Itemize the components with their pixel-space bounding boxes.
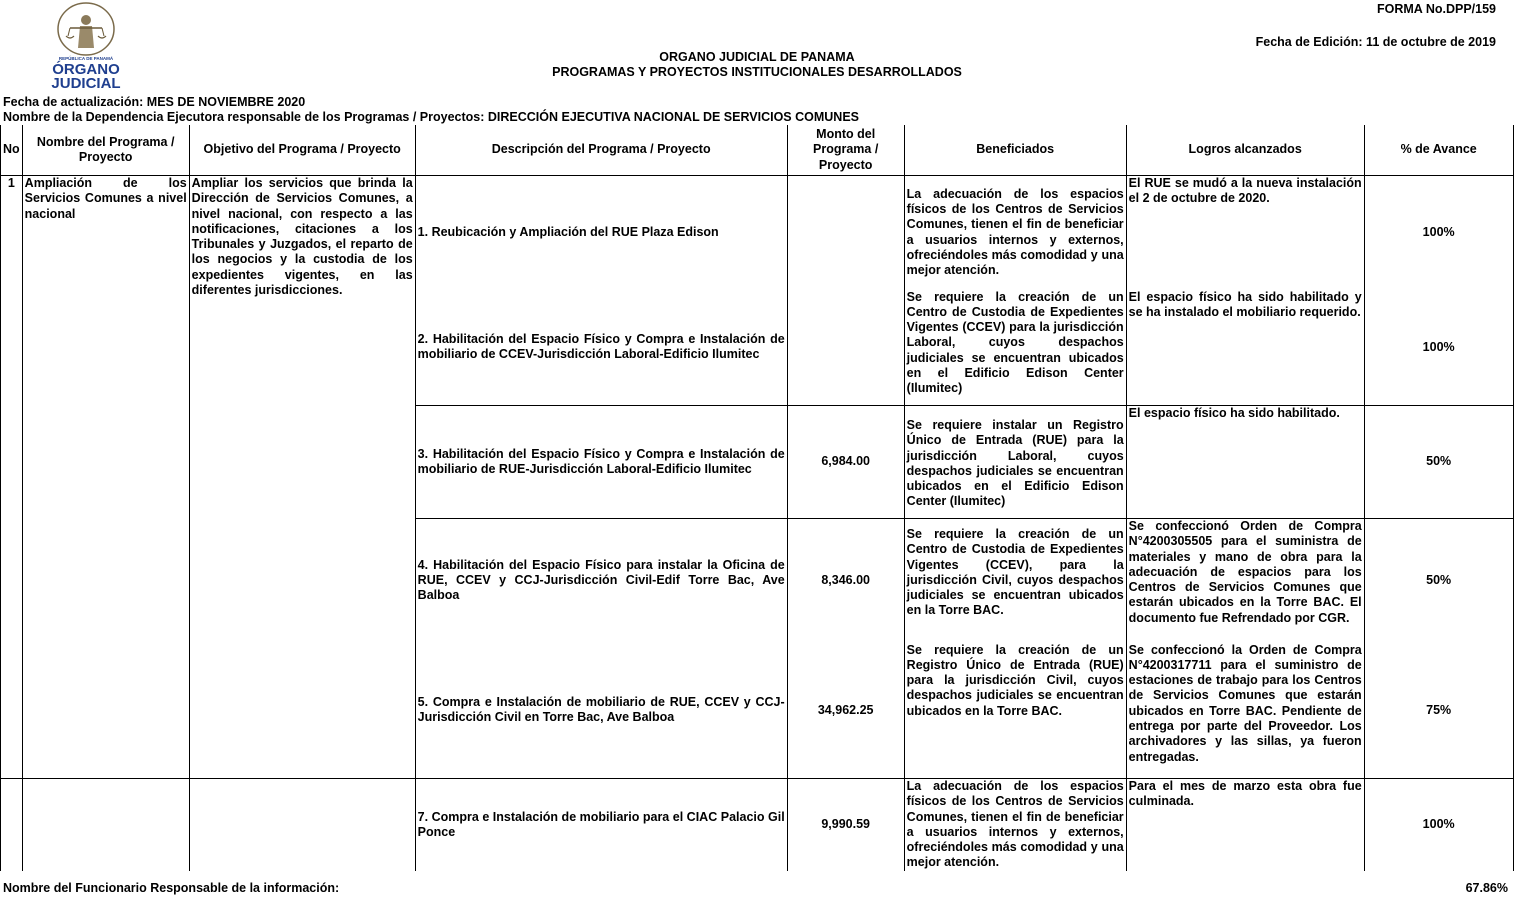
table-row bbox=[1, 176, 1514, 290]
row-beneficiaries: La adecuación de los espacios físicos de los Centros de Servicios Comunes, tienen el fin de beneficiar a usuarios internos y externos, ofreciéndoles más comodidad y una mejor atención. bbox=[904, 176, 1126, 290]
row-beneficiaries: La adecuación de los espacios físicos de los Centros de Servicios Comunes, tienen el fin de beneficiar a usuarios internos y externos, ofreciéndoles más comodidad y una mejor atención. bbox=[904, 779, 1126, 871]
title-line-2: PROGRAMAS Y PROYECTOS INSTITUCIONALES DESARROLLADOS bbox=[552, 65, 962, 79]
row-beneficiaries: Se requiere la creación de un Registro Único de Entrada (RUE) para la jurisdicción Civil, cuyos despachos judiciales se encuentran ubicados en la Torre BAC. bbox=[904, 643, 1126, 779]
row-achievements: El RUE se mudó a la nueva instalación el 2 de octubre de 2020. bbox=[1126, 176, 1364, 290]
row-progress: 75% bbox=[1364, 643, 1513, 779]
row-amount: 6,984.00 bbox=[787, 406, 904, 519]
row-description: 4. Habilitación del Espacio Físico para instalar la Oficina de RUE, CCEV y CCJ-Jurisdicción Civil-Edif Torre Bac, Ave Balboa bbox=[415, 519, 787, 643]
program-name: Ampliación de los Servicios Comunes a nivel nacional bbox=[22, 176, 189, 779]
empty-cell bbox=[1, 779, 23, 871]
empty-cell bbox=[189, 779, 415, 871]
header-description: Descripción del Programa / Proyecto bbox=[415, 125, 787, 176]
row-description: 2. Habilitación del Espacio Físico y Compra e Instalación de mobiliario de CCEV-Jurisdicción Laboral-Edificio Ilumitec bbox=[415, 290, 787, 406]
responsible-label: Nombre del Funcionario Responsable de la información: bbox=[3, 881, 340, 895]
total-progress: 67.86% bbox=[1465, 881, 1508, 895]
header-progress: % de Avance bbox=[1364, 125, 1513, 176]
svg-text:JUDICIAL: JUDICIAL bbox=[51, 75, 121, 90]
header-amount: Monto del Programa / Proyecto bbox=[787, 125, 904, 176]
header-beneficiaries: Beneficiados bbox=[904, 125, 1126, 176]
update-date: Fecha de actualización: MES DE NOVIEMBRE 2020 bbox=[3, 95, 306, 109]
form-number: FORMA No.DPP/159 bbox=[1376, 2, 1496, 16]
row-achievements: El espacio físico ha sido habilitado. bbox=[1126, 406, 1364, 519]
header-no: No bbox=[1, 125, 23, 176]
row-achievements: Se confeccionó Orden de Compra N°4200305505 para el suministra de materiales y mano de obra para la adecuación de espacios para los Centros de Servicios Comunes que estarán ubicados en la Torre BAC. El documento fue Refrendado por CGR. bbox=[1126, 519, 1364, 643]
row-beneficiaries: Se requiere la creación de un Centro de Custodia de Expedientes Vigentes (CCEV) para la jurisdicción Laboral, cuyos despachos judiciales se encuentran ubicados en el Edificio Edison Center (Ilumitec) bbox=[904, 290, 1126, 406]
program-objective: Ampliar los servicios que brinda la Dirección de Servicios Comunes, a nivel nacional, con respecto a las notificaciones, citaciones a los Tribunales y Juzgados, el reparto de los negocios y la custodia de los expedientes vigentes, en las diferentes jurisdicciones. bbox=[189, 176, 415, 779]
row-amount: 34,962.25 bbox=[787, 643, 904, 779]
title-line-1: ORGANO JUDICIAL DE PANAMA bbox=[659, 50, 855, 64]
empty-cell bbox=[22, 779, 189, 871]
header-name: Nombre del Programa / Proyecto bbox=[22, 125, 189, 176]
row-progress: 100% bbox=[1364, 290, 1513, 406]
program-no: 1 bbox=[1, 176, 23, 779]
row-amount: 9,990.59 bbox=[787, 779, 904, 871]
row-description: 5. Compra e Instalación de mobiliario de RUE, CCEV y CCJ-Jurisdicción Civil en Torre Bac, Ave Balboa bbox=[415, 643, 787, 779]
row-progress: 100% bbox=[1364, 779, 1513, 871]
table-header-row bbox=[1, 125, 1514, 176]
row-beneficiaries: Se requiere instalar un Registro Único de Entrada (RUE) para la jurisdicción Laboral, cuyos despachos judiciales se encuentran ubicados en el Edificio Edison Center (Ilumitec) bbox=[904, 406, 1126, 519]
svg-text:REPÚBLICA DE PANAMÁ: REPÚBLICA DE PANAMÁ bbox=[58, 56, 114, 61]
header-objective: Objetivo del Programa / Proyecto bbox=[189, 125, 415, 176]
row-amount bbox=[787, 290, 904, 406]
dependency-name: Nombre de la Dependencia Ejecutora responsable de los Programas / Proyectos: DIRECCIÓN EJECUTIVA NACIONAL DE SERVICIOS COMUNES bbox=[3, 110, 859, 124]
table-row bbox=[1, 779, 1514, 871]
row-achievements: El espacio físico ha sido habilitado y se ha instalado el mobiliario requerido. bbox=[1126, 290, 1364, 406]
row-progress: 50% bbox=[1364, 519, 1513, 643]
row-achievements: Se confeccionó la Orden de Compra N°4200317711 para el suministro de estaciones de trabajo para los Centros de Servicios Comunes que estarán ubicados en Torre BAC. Pendiente de entrega por parte del Proveedor. Los archivadores y las sillas, ya fueron entregadas. bbox=[1126, 643, 1364, 779]
row-achievements: Para el mes de marzo esta obra fue culminada. bbox=[1126, 779, 1364, 871]
programs-table bbox=[0, 125, 1514, 871]
edition-date: Fecha de Edición: 11 de octubre de 2019 bbox=[1255, 35, 1496, 49]
row-amount bbox=[787, 176, 904, 290]
row-progress: 50% bbox=[1364, 406, 1513, 519]
svg-text:ÓRGANO: ÓRGANO bbox=[52, 61, 120, 78]
row-description: 7. Compra e Instalación de mobiliario para el CIAC Palacio Gil Ponce bbox=[415, 779, 787, 871]
row-beneficiaries: Se requiere la creación de un Centro de Custodia de Expedientes Vigentes (CCEV), para la jurisdicción Civil, cuyos despachos judiciales se encuentran ubicados en la Torre BAC. bbox=[904, 519, 1126, 643]
row-progress: 100% bbox=[1364, 176, 1513, 290]
row-description: 1. Reubicación y Ampliación del RUE Plaza Edison bbox=[415, 176, 787, 290]
header-achievements: Logros alcanzados bbox=[1126, 125, 1364, 176]
row-amount: 8,346.00 bbox=[787, 519, 904, 643]
row-description: 3. Habilitación del Espacio Físico y Compra e Instalación de mobiliario de RUE-Jurisdicción Laboral-Edificio Ilumitec bbox=[415, 406, 787, 519]
page-title bbox=[0, 50, 1514, 80]
